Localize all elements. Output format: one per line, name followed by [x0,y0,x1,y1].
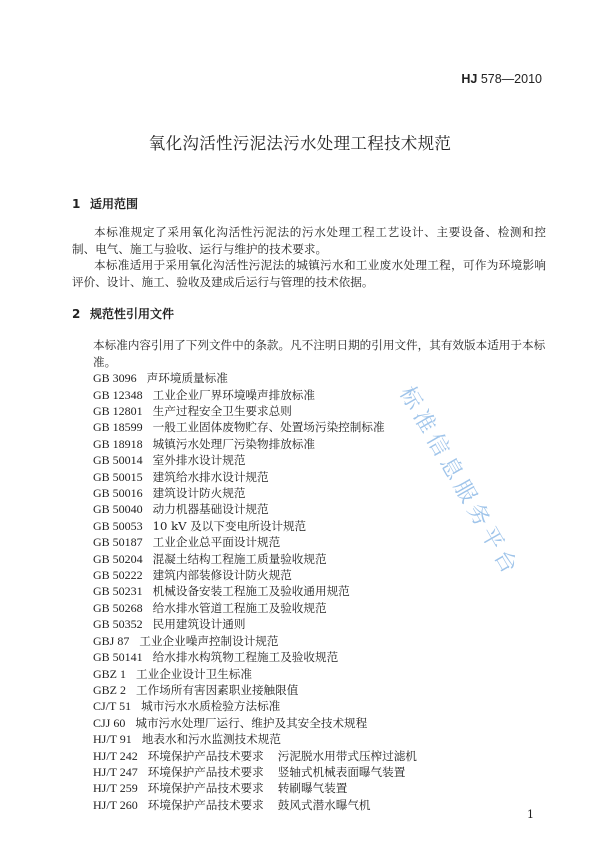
list-item [93,436,546,452]
list-item [93,419,546,435]
reference-title: 环境保护产品技术要求 [147,748,264,763]
reference-title: 室外排水设计规范 [152,453,246,468]
list-item [93,731,546,747]
reference-code: GB 50231 [93,584,143,599]
list-item [93,501,546,517]
reference-title: 声环境质量标准 [146,371,228,386]
reference-code: HJ/T 260 [93,797,138,812]
reference-code: GB 50352 [93,617,143,632]
paragraph: 本标准规定了采用氧化沟活性污泥法的污水处理工程工艺设计、主要设备、检测和控制、电气、施工与验收、运行与维护的技术要求。 [72,225,546,256]
reference-title: 10 kV 及以下变电所设计规范 [152,518,307,533]
reference-title: 动力机器基础设计规范 [152,502,269,517]
reference-code: GB 50268 [93,600,143,615]
reference-subtitle: 鼓风式潜水曝气机 [277,797,371,812]
section-number: 2 [72,307,81,322]
list-item [93,666,546,682]
reference-code: HJ/T 247 [93,764,138,779]
watermark: 标准信息服务平台 [394,382,524,583]
reference-title: 城镇污水处理厂污染物排放标准 [152,436,315,451]
reference-subtitle: 竖轴式机械表面曝气装置 [277,764,406,779]
reference-title: 建筑内部装修设计防火规范 [152,568,292,583]
reference-code: GB 12348 [93,387,143,402]
list-item [93,551,546,567]
reference-code: GB 50040 [93,502,143,517]
list-item [93,567,546,583]
list-item [93,469,546,485]
reference-code: HJ/T 91 [93,732,132,747]
reference-title: 生产过程安全卫生要求总则 [152,404,292,418]
reference-title: 环境保护产品技术要求 [147,781,264,796]
list-item [93,600,546,616]
reference-title: 建筑给水排水设计规范 [152,469,269,484]
reference-title: 一般工业固体废物贮存、处置场污染控制标准 [152,420,385,435]
reference-code: HJ/T 242 [93,748,138,763]
section-title: 规范性引用文件 [90,307,175,322]
page-number: 1 [527,808,534,821]
reference-title: 工作场所有害因素职业接触限值 [136,682,299,697]
list-item [93,764,546,780]
reference-code: GB 18918 [93,436,143,451]
reference-title: 混凝土结构工程施工质量验收规范 [152,551,327,566]
list-item [93,715,546,731]
document-body [72,196,546,813]
reference-title: 工业企业噪声控制设计规范 [139,633,279,648]
paragraph: 本标准适用于采用氧化沟活性污泥法的城镇污水和工业废水处理工程，可作为环境影响评价、设计、施工、验收及建成后运行与管理的技术依据。 [72,258,546,289]
list-intro: 本标准内容引用了下列文件中的条款。凡不注明日期的引用文件，其有效版本适用于本标准。 [93,338,546,369]
list-item [93,518,546,534]
reference-title: 城市污水水质检验方法标准 [141,699,281,714]
reference-title: 工业企业设计卫生标准 [136,666,252,681]
list-item [93,387,546,403]
list-item [93,797,546,813]
reference-code: GBZ 2 [93,682,126,697]
list-item [93,583,546,599]
reference-code: GB 18599 [93,420,143,435]
list-item [93,698,546,714]
reference-code: CJ/T 51 [93,699,132,714]
reference-code: GB 12801 [93,404,143,418]
list-item [93,682,546,698]
reference-code: GB 50015 [93,469,143,484]
list-item [93,649,546,665]
reference-title: 环境保护产品技术要求 [147,764,264,779]
list-item [93,748,546,764]
section-heading-2 [72,306,546,322]
reference-title: 地表水和污水监测技术规范 [141,732,281,747]
reference-title: 民用建筑设计通则 [152,617,246,632]
reference-title: 机械设备安装工程施工及验收通用规范 [152,584,350,599]
reference-code: GB 3096 [93,371,137,386]
reference-title: 工业企业总平面设计规范 [152,535,281,550]
reference-title: 城市污水处理厂运行、维护及其安全技术规程 [135,715,368,730]
reference-title: 给水排水构筑物工程施工及验收规范 [152,650,339,665]
list-item [93,403,546,419]
reference-title: 工业企业厂界环境噪声排放标准 [152,387,315,402]
reference-code: GB 50204 [93,551,143,566]
reference-code: GBZ 1 [93,666,126,681]
list-item [93,616,546,632]
reference-title: 建筑设计防火规范 [152,486,246,501]
reference-code: GB 50222 [93,568,143,583]
section-number: 1 [72,197,81,211]
section-heading-1 [72,196,546,212]
reference-code: GB 50016 [93,486,143,501]
reference-subtitle: 转刷曝气装置 [277,781,348,796]
reference-code: HJ/T 259 [93,781,138,796]
list-item [93,534,546,550]
reference-list [72,337,546,813]
section-title: 适用范围 [90,197,139,211]
code-number: 578—2010 [480,72,542,86]
reference-code: GB 50187 [93,535,143,550]
list-item [93,485,546,501]
code-prefix: HJ [461,72,478,86]
standard-code [461,72,542,86]
list-item [93,780,546,796]
reference-subtitle: 污泥脱水用带式压榨过滤机 [277,748,417,763]
reference-code: GB 50141 [93,650,143,665]
reference-code: CJJ 60 [93,715,126,730]
document-title: 氧化沟活性污泥法污水处理工程技术规范 [148,134,452,153]
reference-code: GB 50014 [93,453,143,468]
reference-title: 给水排水管道工程施工及验收规范 [152,600,327,615]
list-item [93,370,546,386]
list-item [93,633,546,649]
reference-title: 环境保护产品技术要求 [147,797,264,812]
reference-code: GB 50053 [93,518,143,533]
list-item [93,452,546,468]
reference-code: GBJ 87 [93,633,130,648]
